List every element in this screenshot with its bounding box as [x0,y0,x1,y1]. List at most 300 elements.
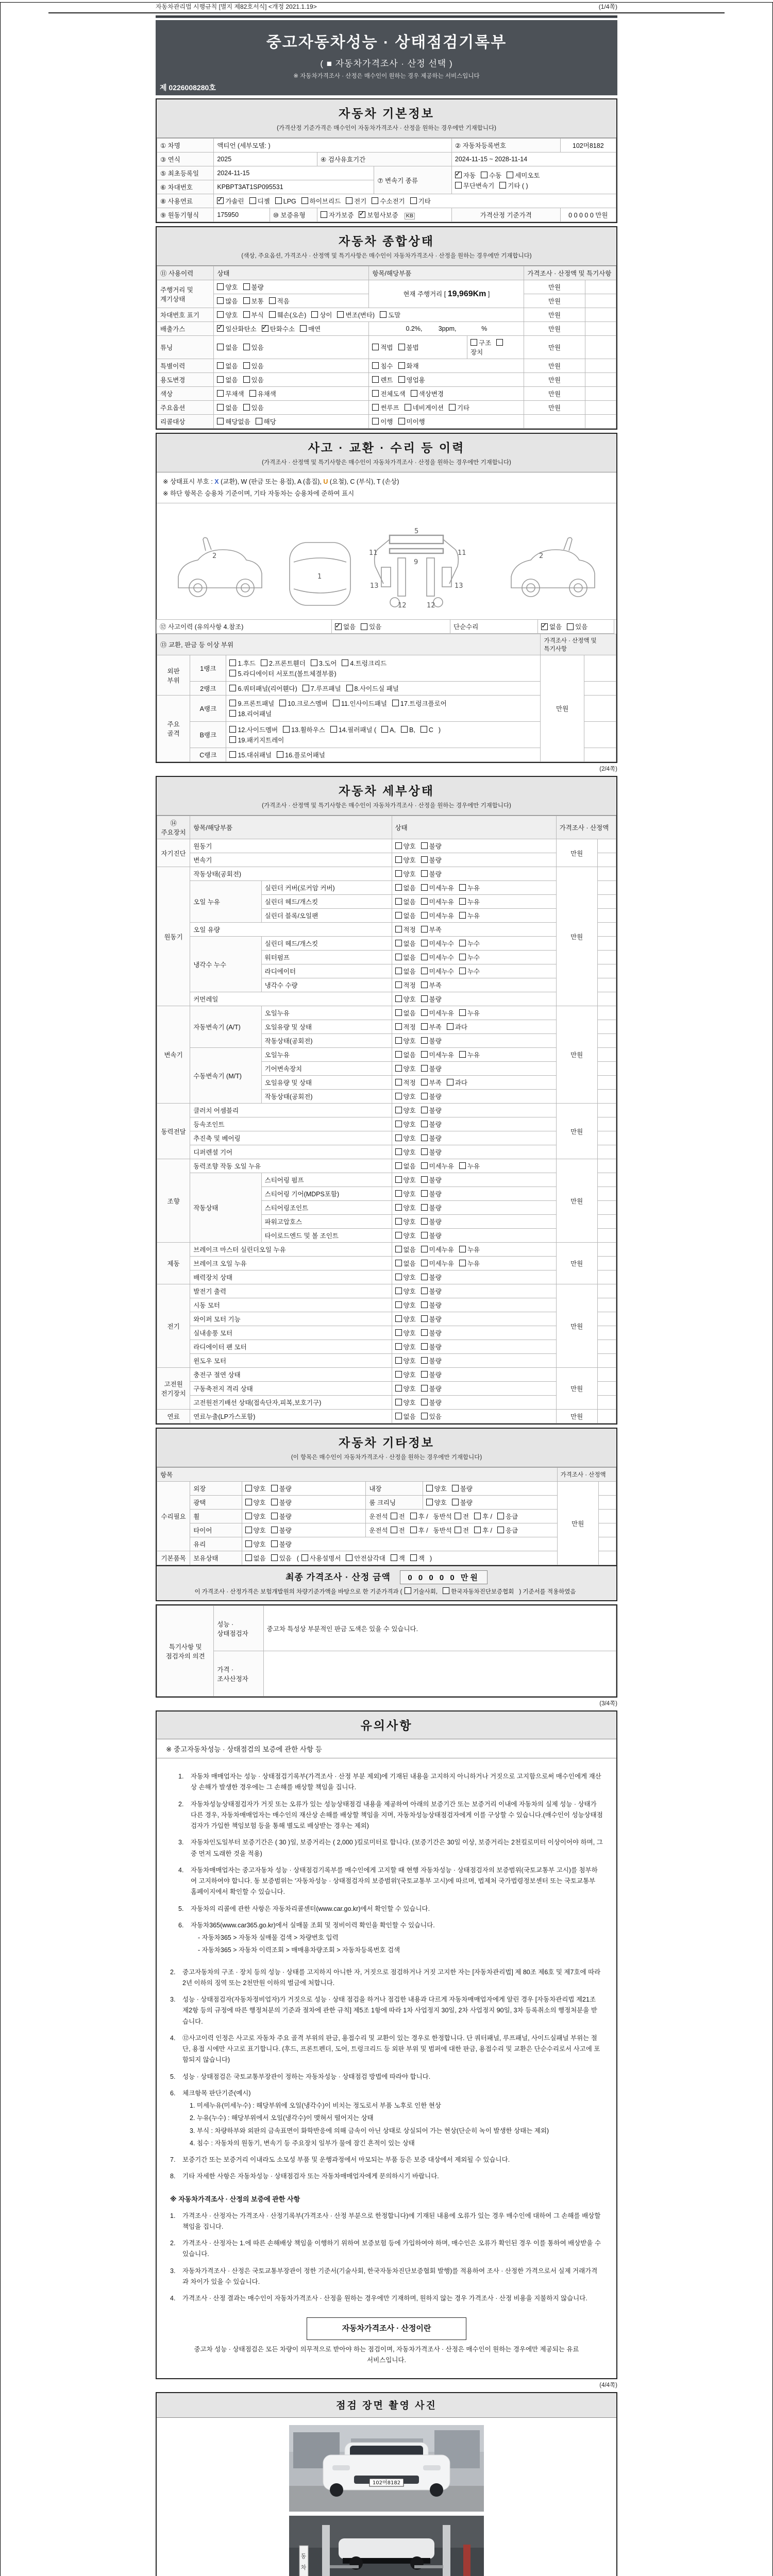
checkbox-unchecked[interactable] [217,344,224,350]
checkbox-unchecked[interactable] [421,1037,428,1044]
tr-el [157,401,616,415]
checkbox-unchecked[interactable] [421,1385,428,1392]
checkbox-label: 15.대쉬패널 [238,752,272,759]
checkbox-unchecked[interactable] [395,1037,402,1044]
checkbox-unchecked[interactable] [395,940,402,946]
tbody-el [157,266,616,429]
checkbox-unchecked[interactable] [217,283,224,290]
checkbox-unchecked[interactable] [361,623,367,630]
checkbox-label: 자동 [463,172,476,179]
checkbox-label: 19.패키지트레이 [238,737,284,744]
checkbox-unchecked[interactable] [421,1287,428,1294]
checkbox-checked[interactable] [455,172,462,178]
checkbox-checked[interactable] [359,211,365,218]
checkbox-unchecked[interactable] [421,884,428,891]
checkbox-unchecked[interactable] [421,1274,428,1280]
checkbox-label: 누유 [467,1246,480,1253]
basic-info-title: 자동차 기본정보 [339,107,434,120]
checkbox-unchecked[interactable] [497,1513,504,1519]
tr-el [157,937,616,951]
checkbox-unchecked[interactable] [391,1527,397,1533]
checkbox-unchecked[interactable] [217,418,224,425]
checkbox-unchecked[interactable] [229,736,236,743]
checkbox-unchecked[interactable] [401,726,408,733]
checkbox-label: 변조(변타) [345,312,375,319]
checkbox-unchecked[interactable] [567,623,574,630]
wheelhouse-left [381,567,391,587]
checkbox-unchecked[interactable] [447,1023,453,1030]
checkbox-unchecked[interactable] [301,197,308,204]
checkbox-label: 해당없음 [225,418,250,426]
checkbox-unchecked[interactable] [421,1176,428,1183]
checkbox-unchecked[interactable] [452,1485,459,1492]
checkbox-label: 양호 [403,1065,416,1073]
checkbox-unchecked[interactable] [391,1554,397,1561]
checkbox-unchecked[interactable] [421,1315,428,1322]
checkbox-unchecked[interactable] [395,926,402,933]
checkbox-unchecked[interactable] [459,884,466,891]
checkbox-checked[interactable] [217,197,224,204]
checkbox-unchecked[interactable] [217,376,224,383]
checkbox-unchecked[interactable] [395,1399,402,1405]
checkbox-unchecked[interactable] [449,404,456,411]
span-el: 가격조사 · 산정자는 1.에 따른 손해배상 책임을 이행하기 위하여 보증보험 등에 가입하여야 하며, 매수인은 오류가 확인된 경우 이를 통하여 배상받을 수 있습니다. [182,2240,601,2258]
checkbox-unchecked[interactable] [249,197,256,204]
checkbox-unchecked[interactable] [421,1399,428,1405]
checkbox-unchecked[interactable] [395,1107,402,1113]
checkbox-unchecked[interactable] [217,390,224,397]
roomclean-label: 룸 크리닝 [366,1496,423,1510]
checkbox-unchecked[interactable] [229,670,236,676]
item: 워터펌프 [261,951,392,964]
tr-el [157,208,616,222]
checkbox-unchecked[interactable] [421,870,428,877]
checkbox-label: 양호 [225,284,238,291]
checkbox-unchecked[interactable] [275,197,282,204]
checkbox-unchecked[interactable] [421,842,428,849]
checkbox-unchecked[interactable] [243,362,250,369]
detail-subtitle: (가격조사 · 산정액 및 특기사항은 매수인이 자동차가격조사 · 산정을 원하는 경우에만 기재합니다) [262,803,511,809]
checkbox-unchecked[interactable] [421,968,428,974]
checkbox-checked[interactable] [541,623,548,630]
checkbox-unchecked[interactable] [421,1246,428,1252]
checkbox-unchecked[interactable] [395,1023,402,1030]
checkbox-unchecked[interactable] [395,1315,402,1322]
checkbox-unchecked[interactable] [229,685,236,691]
tr-el [157,816,616,839]
checkbox-unchecked[interactable] [395,1162,402,1169]
checkbox-unchecked[interactable] [426,1485,433,1492]
checkbox-unchecked[interactable] [455,1527,461,1533]
checkbox-unchecked[interactable] [245,1513,252,1519]
selfdiag-engine: 원동기 [190,839,392,853]
checkbox-unchecked[interactable] [395,912,402,919]
checkbox-unchecked[interactable] [381,726,388,733]
checkbox-unchecked[interactable] [243,344,250,350]
checkbox-unchecked[interactable] [372,197,378,204]
state-cb [392,1020,556,1034]
checkbox-unchecked[interactable] [459,954,466,960]
panel-section-label: ⑬ 교환, 판금 등 이상 부위 [157,634,541,655]
checkbox-unchecked[interactable] [459,912,466,919]
item: 실린더 커버(로커암 커버) [261,881,392,895]
checkbox-unchecked[interactable] [395,1218,402,1225]
span-el: 체크항목 판단기준(예시) [182,2089,251,2097]
checkbox-unchecked[interactable] [421,954,428,960]
checkbox-unchecked[interactable] [395,1176,402,1183]
diagram-num: 12 [398,602,407,609]
state-cb [392,1006,556,1020]
checkbox-unchecked[interactable] [395,981,402,988]
checkbox-unchecked[interactable] [421,1232,428,1239]
checkbox-unchecked[interactable] [395,1343,402,1350]
checkbox-unchecked[interactable] [499,182,506,189]
checkbox-unchecked[interactable] [372,344,379,350]
checkbox-unchecked[interactable] [283,726,290,733]
checkbox-unchecked[interactable] [395,884,402,891]
checkbox-unchecked[interactable] [395,1274,402,1280]
tr-el [157,1159,616,1173]
checkbox-label: 후 / [482,1527,492,1534]
checkbox-unchecked[interactable] [421,1371,428,1378]
checkbox-unchecked[interactable] [398,376,405,383]
span-el: 3. [170,1996,176,2003]
checkbox-unchecked[interactable] [421,1413,428,1419]
wheel-label: 휠 [190,1510,242,1523]
checkbox-unchecked[interactable] [372,418,379,425]
checkbox-unchecked[interactable] [395,1079,402,1086]
checkbox-label: 양호 [434,1485,447,1493]
checkbox-unchecked[interactable] [245,1554,252,1561]
checkbox-unchecked[interactable] [395,1232,402,1239]
checkbox-unchecked[interactable] [395,1301,402,1308]
checkbox-unchecked[interactable] [421,1343,428,1350]
checkbox-unchecked[interactable] [395,1190,402,1197]
note-cell [597,909,616,923]
checkbox-unchecked[interactable] [398,418,405,425]
checkbox-unchecked[interactable] [421,1357,428,1364]
checkbox-unchecked[interactable] [229,751,236,758]
checkbox-label: 없음 [253,1555,266,1562]
checkbox-unchecked[interactable] [410,1527,417,1533]
checkbox-unchecked[interactable] [421,940,428,946]
checkbox-unchecked[interactable] [421,981,428,988]
checkbox-unchecked[interactable] [391,1513,397,1519]
checkbox-unchecked[interactable] [243,376,250,383]
item: 작동상태(공회전) [261,1090,392,1104]
checkbox-unchecked[interactable] [455,182,462,189]
checkbox-unchecked[interactable] [395,1148,402,1155]
sign-char-1: 동 [300,2553,307,2560]
checkbox-unchecked[interactable] [303,685,309,691]
item: 디퍼렌셜 기어 [190,1145,392,1159]
checkbox-unchecked[interactable] [372,404,379,411]
item: 클러치 어셈블리 [190,1104,392,1117]
price-survey-box-text: 중고차 성능 · 상태점검은 모든 차량이 의무적으로 받아야 하는 점검이며, 자동차가격조사 · 산정은 매수인이 원하는 경우에만 제공되는 유료 서비스입니다. [194,2345,579,2364]
checkbox-unchecked[interactable] [380,311,386,318]
checkbox-label: 장치 [470,349,483,356]
item: 타이로드엔드 및 볼 조인트 [261,1229,392,1243]
checkbox-unchecked[interactable] [271,1485,278,1492]
checkbox-unchecked[interactable] [421,726,427,733]
checkbox-unchecked[interactable] [474,1527,481,1533]
state-cb [392,1257,556,1270]
checkbox-unchecked[interactable] [395,1260,402,1266]
checkbox-unchecked[interactable] [311,311,318,318]
base-price-label: 가격산정 기준가격 [451,208,560,222]
notice-subitem: 3. 부식 : 차량하부와 외판의 금속표면이 화학반응에 의해 금속이 아닌 상태로 상실되어 가는 현상(단순히 녹이 발생한 상태는 제외) [190,2127,549,2134]
checkbox-unchecked[interactable] [395,1413,402,1419]
basic-items-group: 기본품목 [157,1551,190,1565]
checkbox-unchecked[interactable] [300,325,307,332]
checkbox-unchecked[interactable] [346,197,352,204]
checkbox-label: 과다 [455,1079,467,1087]
checkbox-unchecked[interactable] [395,1287,402,1294]
tr-el [157,194,616,208]
checkbox-unchecked[interactable] [395,1065,402,1072]
legend-segment: T [377,478,381,485]
checkbox-unchecked[interactable] [243,283,250,290]
checkbox-unchecked[interactable] [243,404,250,411]
checkbox-unchecked[interactable] [395,1121,402,1127]
checkbox-unchecked[interactable] [496,339,503,346]
checkbox-unchecked[interactable] [421,898,428,905]
checkbox-unchecked[interactable] [459,968,466,974]
item: 연료누출(LP가스포함) [190,1410,392,1423]
checkbox-unchecked[interactable] [459,1051,466,1058]
checkbox-unchecked[interactable] [395,1371,402,1378]
etc-table [157,1467,616,1565]
checkbox-unchecked[interactable] [447,1079,453,1086]
checkbox-unchecked[interactable] [421,1260,428,1266]
checkbox-unchecked[interactable] [249,390,256,397]
checkbox-unchecked[interactable] [421,1051,428,1058]
checkbox-unchecked[interactable] [256,418,262,425]
checkbox-unchecked[interactable] [395,1051,402,1058]
checkbox-unchecked[interactable] [279,700,286,706]
checkbox-unchecked[interactable] [421,1121,428,1127]
checkbox-unchecked[interactable] [217,311,224,318]
checkbox-unchecked[interactable] [421,1301,428,1308]
checkbox-unchecked[interactable] [229,659,236,666]
checkbox-label: 부족 [429,1079,442,1087]
section-overall-state [156,226,617,430]
checkbox-checked[interactable] [217,325,224,332]
checkbox-unchecked[interactable] [395,1093,402,1099]
checkbox-unchecked[interactable] [395,1009,402,1016]
checkbox-unchecked[interactable] [459,1260,466,1266]
state-cb [392,1298,556,1312]
checkbox-unchecked[interactable] [395,1134,402,1141]
checkbox-label: 양호 [403,1344,416,1351]
checkbox-unchecked[interactable] [459,1162,466,1169]
checkbox-unchecked[interactable] [459,940,466,946]
checkbox-unchecked[interactable] [455,1513,461,1519]
checkbox-unchecked[interactable] [411,390,417,397]
checkbox-unchecked[interactable] [421,926,428,933]
checkbox-unchecked[interactable] [245,1499,252,1505]
checkbox-unchecked[interactable] [333,700,340,706]
checkbox-unchecked[interactable] [421,1218,428,1225]
checkbox-unchecked[interactable] [421,1148,428,1155]
checkbox-unchecked[interactable] [470,339,477,346]
tr-el [157,373,616,387]
checkbox-unchecked[interactable] [481,172,488,178]
overall-header [157,227,616,266]
checkbox-unchecked[interactable] [398,362,405,369]
checkbox-unchecked[interactable] [271,1513,278,1519]
checkbox-unchecked[interactable] [421,1162,428,1169]
checkbox-unchecked[interactable] [243,297,250,304]
tr-el [157,1048,616,1062]
checkbox-unchecked[interactable] [459,1246,466,1252]
checkbox-label: 불량 [429,843,442,850]
checkbox-label: 적정 [403,1024,416,1031]
checkbox-unchecked[interactable] [398,344,405,350]
checkbox-unchecked[interactable] [421,995,428,1002]
checkbox-unchecked[interactable] [459,898,466,905]
checkbox-unchecked[interactable] [392,700,399,706]
overall-table [157,266,616,429]
span-el: 자동차 매매업자는 성능 · 상태점검기록부(가격조사 · 산정 부분 제외)에 기재된 내용을 고지하지 아니하거나 거짓으로 고지함으로써 매수인에게 재산상 손해가 발생한 경우에는 그 손해를 배상할 책임을 집니다. [191,1773,601,1791]
checkbox-label: 불량 [429,1218,442,1226]
power-group: 동력전달 [157,1104,190,1159]
checkbox-unchecked[interactable] [474,1513,481,1519]
checkbox-unchecked[interactable] [395,898,402,905]
checkbox-label: 구조 [479,340,492,347]
transmission-label: ⑦ 변속기 종류 [374,166,452,194]
checkbox-unchecked[interactable] [261,659,267,666]
detail-col-item: 항목/해당부품 [190,816,392,839]
tr-el [157,1468,616,1482]
checkbox-unchecked[interactable] [395,968,402,974]
checkbox-unchecked[interactable] [452,1499,459,1505]
checkbox-unchecked[interactable] [346,685,353,691]
checkbox-unchecked[interactable] [269,297,276,304]
checkbox-unchecked[interactable] [271,1499,278,1505]
tr-el [157,992,616,1006]
checkbox-unchecked[interactable] [421,1329,428,1336]
checkbox-checked[interactable] [262,325,268,332]
checkbox-unchecked[interactable] [245,1527,252,1533]
checkbox-unchecked[interactable] [421,912,428,919]
checkbox-label: 누유 [467,1260,480,1267]
checkbox-unchecked[interactable] [217,404,224,411]
checkbox-unchecked[interactable] [271,1527,278,1533]
checkbox-label: 불량 [429,1135,442,1142]
checkbox-unchecked[interactable] [372,390,379,397]
checkbox-unchecked[interactable] [405,404,411,411]
checkbox-unchecked[interactable] [395,856,402,863]
checkbox-unchecked[interactable] [271,1554,278,1561]
checkbox-unchecked[interactable] [395,954,402,960]
checkbox-unchecked[interactable] [243,311,250,318]
checkbox-unchecked[interactable] [229,700,236,706]
checkbox-unchecked[interactable] [395,1385,402,1392]
checkbox-unchecked[interactable] [217,297,224,304]
checkbox-unchecked[interactable] [346,1554,352,1561]
side-member-left [398,558,406,596]
checkbox-label: 과다 [455,1024,467,1031]
simple-repair-cb [537,619,614,634]
checkbox-label: 없음 [403,1246,416,1253]
checkbox-unchecked[interactable] [245,1485,252,1492]
checkbox-label: 불량 [251,284,264,291]
checkbox-unchecked[interactable] [229,710,236,717]
checkbox-unchecked[interactable] [459,1009,466,1016]
checkbox-unchecked[interactable] [342,659,348,666]
checkbox-unchecked[interactable] [245,1540,252,1547]
notice-item [178,1904,603,1914]
checkbox-unchecked[interactable] [421,1009,428,1016]
checkbox-unchecked[interactable] [443,1587,449,1594]
checkbox-unchecked[interactable] [395,1329,402,1336]
checkbox-unchecked[interactable] [421,1204,428,1211]
checkbox-unchecked[interactable] [301,1554,308,1561]
checkbox-label: 네비게이션 [412,404,444,412]
checkbox-unchecked[interactable] [421,1065,428,1072]
tuning-cb1 [214,336,369,359]
note-cell [597,867,616,881]
checkbox-unchecked[interactable] [421,1134,428,1141]
checkbox-unchecked[interactable] [405,1587,411,1594]
checkbox-unchecked[interactable] [410,197,417,204]
tr-el [157,1243,616,1257]
checkbox-unchecked[interactable] [395,870,402,877]
checkbox-unchecked[interactable] [410,1554,417,1561]
note-cell [585,308,616,322]
checkbox-unchecked[interactable] [395,995,402,1002]
checkbox-unchecked[interactable] [217,362,224,369]
checkbox-unchecked[interactable] [271,1540,278,1547]
checkbox-unchecked[interactable] [421,856,428,863]
checkbox-unchecked[interactable] [229,726,236,733]
checkbox-unchecked[interactable] [372,362,379,369]
state-cb [392,853,556,867]
checkbox-label: 불량 [460,1499,473,1506]
current-mileage [369,280,524,308]
checkbox-unchecked[interactable] [372,376,379,383]
diagram-num: 9 [414,558,418,566]
checkbox-unchecked[interactable] [337,311,344,318]
checkbox-unchecked[interactable] [311,659,317,666]
checkbox-unchecked[interactable] [421,1023,428,1030]
checkbox-unchecked[interactable] [421,1079,428,1086]
checkbox-unchecked[interactable] [330,726,337,733]
checkbox-unchecked[interactable] [395,1246,402,1252]
item: 오일유량 및 상태 [261,1076,392,1090]
note-cell [597,1117,616,1131]
checkbox-unchecked[interactable] [497,1527,504,1533]
checkbox-unchecked[interactable] [507,172,513,178]
checkbox-unchecked[interactable] [277,751,283,758]
checkbox-unchecked[interactable] [421,1107,428,1113]
checkbox-unchecked[interactable] [421,1190,428,1197]
checkbox-unchecked[interactable] [395,1357,402,1364]
checkbox-unchecked[interactable] [421,1093,428,1099]
car-name-value: 액티언 (세부모델: ) [214,139,452,152]
checkbox-unchecked[interactable] [269,311,276,318]
span-el: 5. [178,1905,184,1912]
checkbox-checked[interactable] [335,623,342,630]
checkbox-unchecked[interactable] [426,1499,433,1505]
checkbox-unchecked[interactable] [321,211,327,218]
hv-group: 고전원 전기장치 [157,1368,190,1410]
checkbox-unchecked[interactable] [395,842,402,849]
checkbox-unchecked[interactable] [395,1204,402,1211]
note-cell [584,682,616,696]
checkbox-unchecked[interactable] [410,1513,417,1519]
